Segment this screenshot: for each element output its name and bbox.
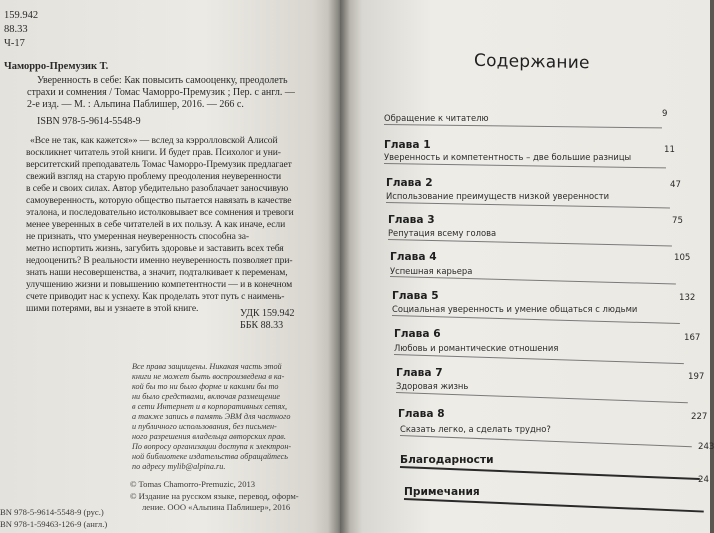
annotation-line: шими потерями, вы и узнаете в этой книге. — [26, 303, 199, 314]
classification-bbk: 88.33 — [4, 24, 28, 35]
toc-entry-page: 132 — [679, 293, 696, 303]
toc-entry-subtitle: Любовь и романтические отношения — [394, 343, 559, 353]
toc-entry-subtitle: Уверенность и компетентность – две большие разницы — [384, 152, 632, 162]
toc-entry-page: 11 — [664, 145, 675, 155]
toc-entry-page: 9 — [662, 109, 668, 119]
rights-line: ни было средствами, включая размещение — [132, 392, 281, 401]
toc-entry-chapter: Глава 3 — [388, 214, 435, 226]
rights-line: и публичного использования, без письмен- — [132, 422, 277, 431]
rights-line: в сети Интернет и в корпоративных сетях, — [132, 402, 288, 411]
copyright-line: ление. ООО «Альпина Паблишер», 2016 — [142, 502, 291, 512]
isbn-main: ISBN 978-5-9614-5548-9 — [37, 116, 141, 127]
rights-line: ного разрешения владельца авторских прав. — [132, 432, 286, 441]
toc-entry-page: 227 — [691, 412, 708, 422]
toc-entry-subtitle: Успешная карьера — [390, 266, 473, 276]
annotation-line: в себе и своих силах. Автор убедительно разоблачает заносчивую — [26, 183, 289, 194]
rights-line: а также запись в память ЭВМ для частного — [132, 412, 291, 421]
toc-entry-subtitle: Репутация всему голова — [388, 228, 497, 238]
copyright-line: © Издание на русском языке, перевод, оформ- — [130, 491, 299, 501]
toc-entry-rule — [404, 498, 704, 513]
bbk-code: ББК 88.33 — [240, 320, 284, 331]
copyright-line: © Tomas Chamorro-Premuzic, 2013 — [130, 479, 256, 489]
toc-entry-rule — [394, 354, 684, 364]
author-heading: Чаморро-Премузик Т. — [4, 61, 109, 72]
toc-entry-rule — [400, 435, 692, 447]
toc-entry-page: 197 — [688, 372, 705, 382]
toc-entry-chapter: Глава 6 — [394, 328, 441, 340]
isbn-list-item: BN 978-1-59463-126-9 (англ.) — [0, 519, 108, 529]
toc-entry-rule — [384, 163, 666, 168]
bib-description-line: страхи и сомнения / Томас Чаморро-Премузик ; Пер. с англ. — — [27, 87, 295, 98]
annotation-line: самоуверенность, которую общество пытается навязать в качестве — [26, 195, 292, 206]
toc-entry-chapter: Глава 5 — [392, 290, 439, 302]
toc-entry-chapter: Глава 2 — [386, 177, 433, 189]
toc-entry-rule — [400, 466, 700, 480]
classification-udk: 159.942 — [4, 10, 39, 21]
annotation-line: свежий взгляд на старую проблему преодоления неуверенности — [26, 171, 282, 182]
annotation-line: улучшению жизни и повышению компетентности — и в конечном — [26, 279, 293, 290]
annotation-line: «Все не так, как кажется»» — вслед за кэрролловской Алисой — [30, 135, 278, 146]
annotation-line: не признать, что умеренная неуверенность способна за- — [26, 231, 249, 242]
annotation-line: менее уверенных в себе читателей в их пользу. А как иначе, если — [26, 219, 286, 230]
toc-entry-rule — [396, 392, 688, 403]
toc-entry-page: 47 — [670, 180, 681, 190]
toc-entry-rule — [384, 124, 662, 128]
toc-entry-subtitle: Обращение к читателю — [384, 113, 489, 123]
rights-line: По вопросу организации доступа к электрон- — [132, 442, 292, 451]
annotation-line: недооценить? В реальности именно неуверенность позволяет при- — [26, 255, 293, 266]
classification-code: Ч-17 — [4, 38, 25, 49]
toc-entry-page: 24 — [698, 475, 709, 485]
toc-entry-page: 243 — [698, 442, 714, 452]
isbn-list-item: BN 978-5-9614-5548-9 (рус.) — [0, 507, 104, 517]
rights-line: книги не может быть воспроизведена в ка- — [132, 372, 285, 381]
toc-entry-subtitle: Социальная уверенность и умение общаться с людьми — [392, 304, 638, 314]
annotation-line: эталона, и последовательно истолковывает все сомнения и тревоги — [26, 207, 294, 218]
toc-entry-chapter: Примечания — [404, 486, 480, 498]
rights-line: Все права защищены. Никакая часть этой — [132, 362, 282, 371]
toc-title: Содержание — [474, 50, 590, 74]
bib-description-line: Уверенность в себе: Как повысить самооценку, преодолеть — [37, 75, 288, 86]
toc-entry-subtitle: Использование преимуществ низкой уверенности — [386, 191, 610, 201]
toc-entry-chapter: Глава 4 — [390, 251, 437, 263]
toc-entry-chapter: Глава 1 — [384, 139, 431, 151]
toc-entry-page: 75 — [672, 216, 683, 226]
rights-line: по адресу mylib@alpina.ru. — [132, 462, 226, 471]
annotation-line: воскликнет читатель этой книги. И будет прав. Психолог и уни- — [26, 147, 281, 158]
toc-entry-chapter: Глава 7 — [396, 367, 443, 379]
toc-entry-subtitle: Сказать легко, а сделать трудно? — [400, 424, 551, 434]
toc-entry-page: 167 — [684, 333, 701, 343]
annotation-line: метно испортить жизнь, загубить здоровье и заставить всех тебя — [26, 243, 284, 254]
toc-entry-page: 105 — [674, 253, 691, 263]
rights-line: ной библиотеке издательства обращайтесь — [132, 452, 288, 461]
udk-code: УДК 159.942 — [240, 308, 295, 319]
toc-entry-rule — [386, 202, 670, 208]
toc-entry-chapter: Глава 8 — [398, 408, 445, 420]
annotation-line: верситетский преподаватель Томас Чаморро-Премузик предлагает — [26, 159, 292, 170]
toc-entry-chapter: Благодарности — [400, 454, 494, 466]
bib-description-line: 2-е изд. — М. : Альпина Паблишер, 2016. — 266 с. — [27, 99, 244, 110]
toc-entry-rule — [392, 315, 680, 324]
toc-entry-rule — [388, 239, 672, 246]
rights-line: кой бы то ни было форме и какими бы то — [132, 382, 279, 391]
annotation-line: счете приводит нас к успеху. Как проделать этот путь с наимень- — [26, 291, 285, 302]
toc-entry-subtitle: Здоровая жизнь — [396, 381, 469, 391]
toc-entry-rule — [390, 276, 676, 284]
annotation-line: знать наши несовершенства, а значит, подталкивает к переменам, — [26, 267, 288, 278]
